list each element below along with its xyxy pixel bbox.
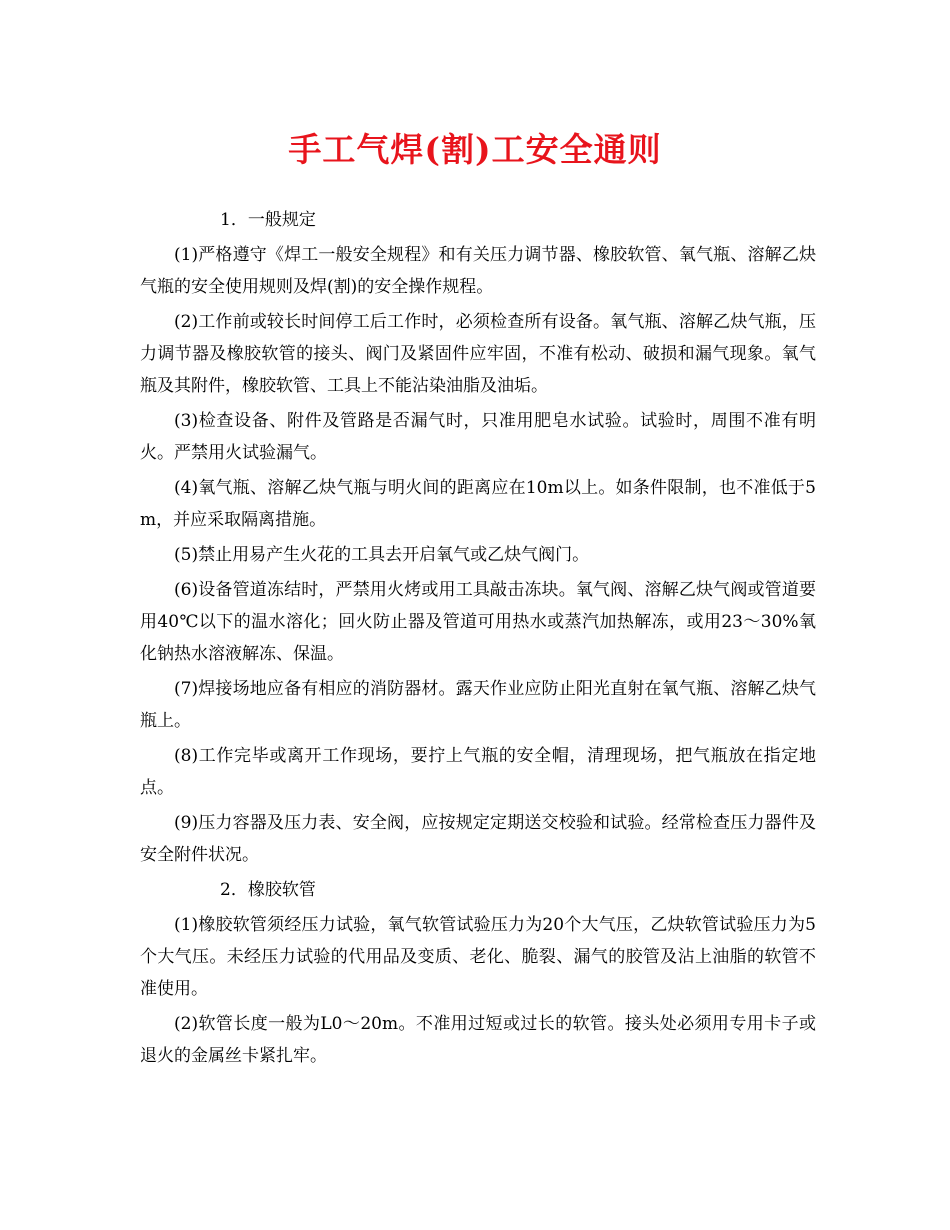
paragraph: (6)设备管道冻结时，严禁用火烤或用工具敲击冻块。氧气阀、溶解乙炔气阀或管道要用40℃以下的温水溶化；回火防止器及管道可用热水或蒸汽加热解冻，或用23～30%氧化钠热水溶液解冻、保温。	[140, 580, 816, 664]
paragraph: (3)检查设备、附件及管路是否漏气时，只准用肥皂水试验。试验时，周围不准有明火。严禁用火试验漏气。	[140, 411, 816, 463]
paragraph: (2)工作前或较长时间停工后工作时，必须检查所有设备。氧气瓶、溶解乙炔气瓶，压力调节器及橡胶软管的接头、阀门及紧固件应牢固，不准有松动、破损和漏气现象。氧气瓶及其附件，橡胶软管、工具上不能沾染油脂及油垢。	[140, 312, 816, 396]
section-heading: 2．橡胶软管	[220, 880, 316, 900]
paragraph: (2)软管长度一般为L0～20m。不准用过短或过长的软管。接头处必须用专用卡子或退火的金属丝卡紧扎牢。	[140, 1014, 816, 1066]
paragraph: (1)橡胶软管须经压力试验，氧气软管试验压力为20个大气压，乙炔软管试验压力为5个大气压。未经压力试验的代用品及变质、老化、脆裂、漏气的胶管及沾上油脂的软管不准使用。	[140, 915, 816, 999]
paragraph: (8)工作完毕或离开工作现场，要拧上气瓶的安全帽，清理现场，把气瓶放在指定地点。	[140, 746, 816, 798]
paragraph: (9)压力容器及压力表、安全阀，应按规定定期送交校验和试验。经常检查压力器件及安全附件状况。	[140, 813, 816, 865]
document-body	[140, 204, 816, 1075]
paragraph: (4)氧气瓶、溶解乙炔气瓶与明火间的距离应在10m以上。如条件限制，也不准低于5m，并应采取隔离措施。	[140, 478, 816, 530]
paragraph: (1)严格遵守《焊工一般安全规程》和有关压力调节器、橡胶软管、氧气瓶、溶解乙炔气瓶的安全使用规则及焊(割)的安全操作规程。	[140, 245, 816, 297]
section-rubber-hose	[140, 874, 816, 1072]
section-general-rules	[140, 204, 816, 871]
section-heading: 1．一般规定	[220, 210, 316, 230]
paragraph: (5)禁止用易产生火花的工具去开启氧气或乙炔气阀门。	[174, 545, 590, 565]
document-title: 手工气焊(割)工安全通则	[288, 130, 662, 169]
paragraph: (7)焊接场地应备有相应的消防器材。露天作业应防止阳光直射在氧气瓶、溶解乙炔气瓶上。	[140, 679, 816, 731]
